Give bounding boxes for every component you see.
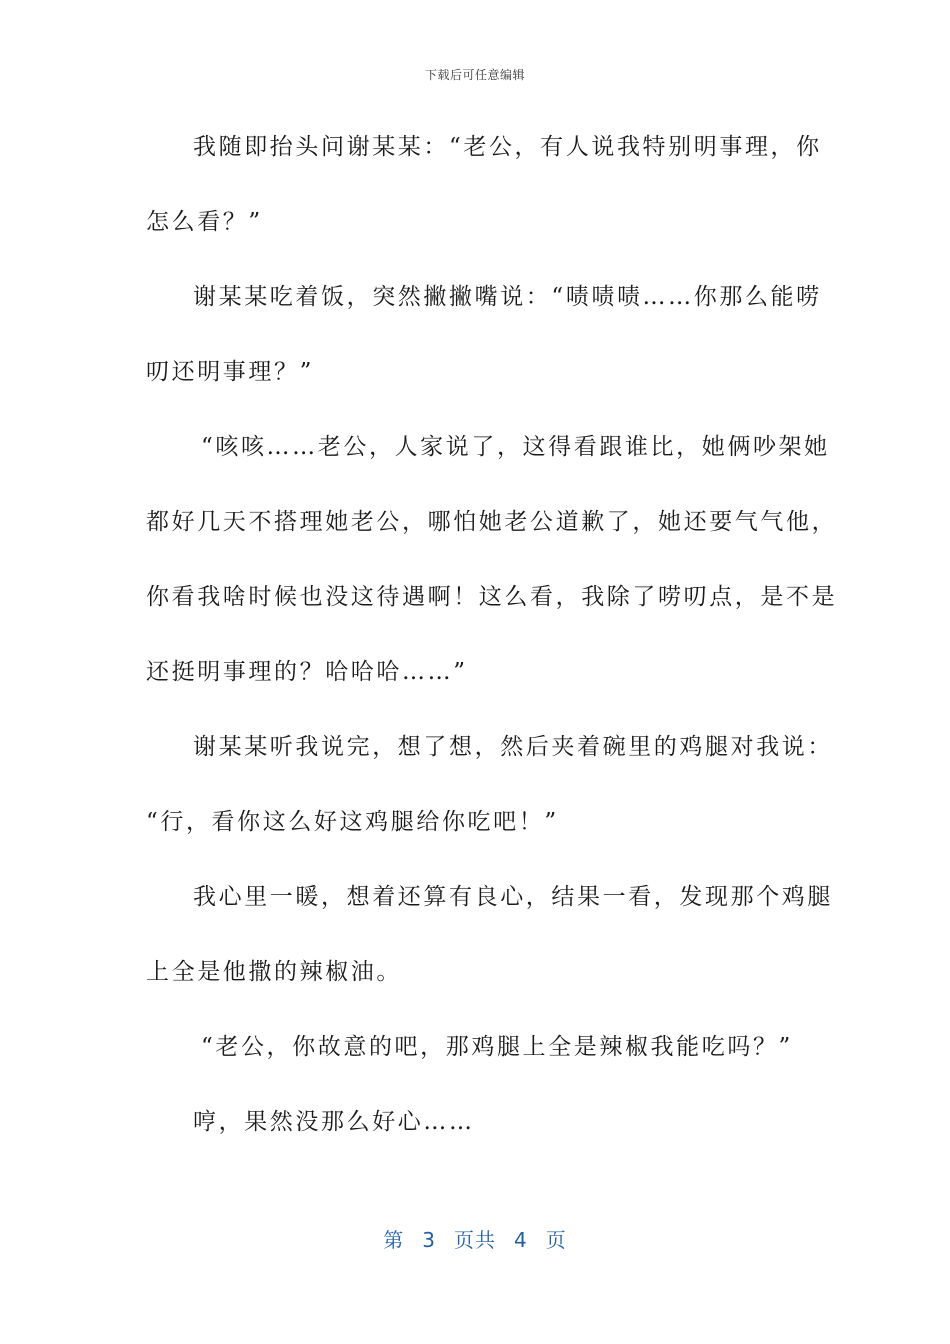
body-line: 你看我啥时候也没这待遇啊！这么看，我除了唠叨点，是不是 xyxy=(146,584,838,610)
page-header: 下载后可任意编辑 xyxy=(424,68,525,82)
body-line: 都好几天不搭理她老公，哪怕她老公道歉了，她还要气气他， xyxy=(146,509,838,535)
body-line: 还挺明事理的？哈哈哈……” xyxy=(146,659,468,685)
body-line: 谢某某听我说完，想了想，然后夹着碗里的鸡腿对我说： xyxy=(193,734,833,760)
footer-middle: 页共 xyxy=(454,1228,496,1252)
body-line: 谢某某吃着饭，突然撇撇嘴说：“啧啧啧……你那么能唠 xyxy=(193,284,822,310)
footer-suffix: 页 xyxy=(545,1228,567,1252)
body-line: “咳咳……老公，人家说了，这得看跟谁比，她俩吵架她 xyxy=(201,434,830,460)
footer-total-pages: 4 xyxy=(514,1228,528,1252)
body-line: 上全是他撒的辣椒油。 xyxy=(146,959,402,985)
document-body xyxy=(146,122,838,1172)
body-line: “老公，你故意的吧，那鸡腿上全是辣椒我能吃吗？” xyxy=(201,1034,793,1060)
body-line: 哼，果然没那么好心…… xyxy=(193,1109,475,1135)
body-line: “行，看你这么好这鸡腿给你吃吧！” xyxy=(146,809,559,835)
body-line: 我心里一暖，想着还算有良心，结果一看，发现那个鸡腿 xyxy=(193,884,833,910)
body-line: 叨还明事理？” xyxy=(146,359,314,385)
footer-prefix: 第 xyxy=(383,1228,405,1252)
body-line: 我随即抬头问谢某某：“老公，有人说我特别明事理，你 xyxy=(193,134,822,160)
body-line: 怎么看？” xyxy=(146,209,263,235)
page-footer xyxy=(0,1224,950,1253)
footer-current-page: 3 xyxy=(422,1228,436,1252)
